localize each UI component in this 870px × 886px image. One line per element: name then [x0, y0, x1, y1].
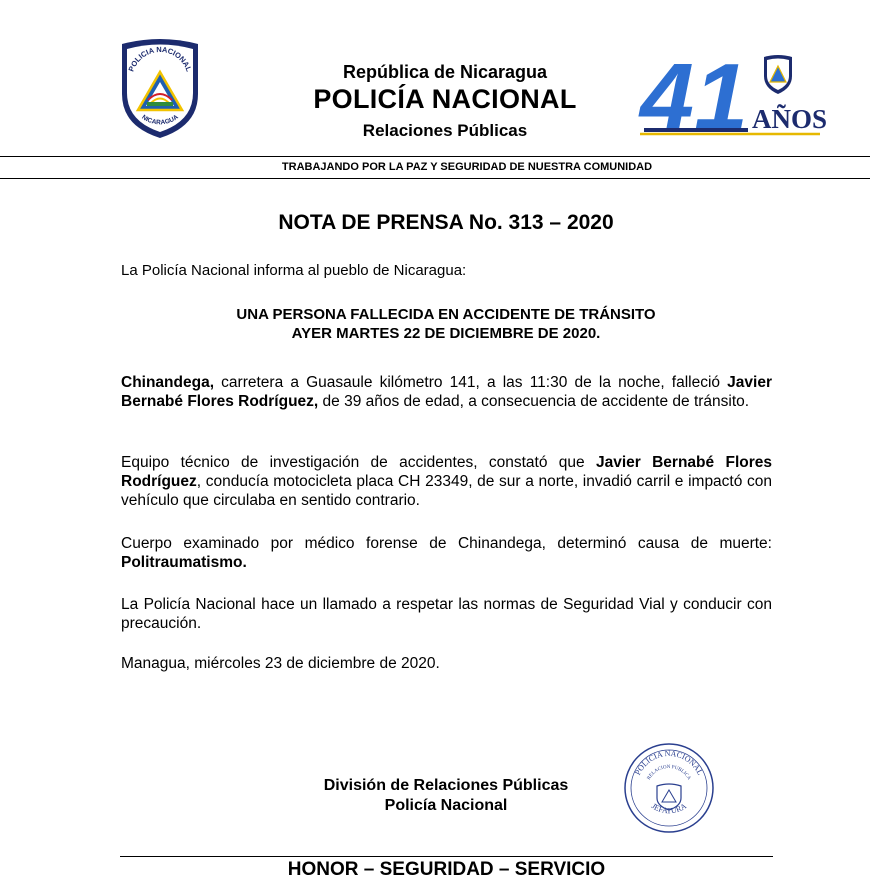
- policia-nacional-shield-icon: [118, 36, 202, 140]
- press-note-date: Managua, miércoles 23 de diciembre de 2020.: [121, 655, 440, 672]
- svg-text:POLICIA NACIONAL: POLICIA NACIONAL: [126, 44, 194, 73]
- 41-anos-logo-icon: [638, 50, 826, 140]
- paragraph-2: [121, 453, 772, 510]
- svg-text:NICARAGUA: NICARAGUA: [140, 113, 180, 127]
- headline-line-1: UNA PERSONA FALLECIDA EN ACCIDENTE DE TRÁNSITO: [236, 306, 656, 323]
- signature-institution: Policía Nacional: [384, 797, 508, 814]
- victim-name-bold: Javier Bernabé Flores Rodríguez,: [121, 374, 772, 410]
- paragraph-1: [121, 373, 772, 411]
- svg-text:41: 41: [638, 50, 748, 140]
- svg-text:AÑOS: AÑOS: [752, 104, 826, 134]
- cause-of-death-bold: Politraumatismo.: [121, 554, 247, 571]
- signature-division: División de Relaciones Públicas: [323, 777, 569, 794]
- victim-name-bold: Javier Bernabé Flores Rodríguez: [121, 454, 772, 490]
- headline-line-2: AYER MARTES 22 DE DICIEMBRE DE 2020.: [291, 325, 601, 342]
- svg-text:RELACION PUBLICA: RELACION PUBLICA: [646, 764, 692, 782]
- header-top-rule: [0, 156, 870, 157]
- svg-text:JEFATURA: JEFATURA: [649, 801, 689, 816]
- paragraph-2-text-b: , conducía motocicleta placa CH 23349, de sur a norte, invadió carril e impactó con vehículo que circulaba en sentido contrario.: [121, 473, 772, 509]
- paragraph-3-text: Cuerpo examinado por médico forense de Chinandega, determinó causa de muerte:: [121, 535, 772, 552]
- location-bold: Chinandega,: [121, 374, 215, 391]
- paragraph-1-text-a: carretera a Guasaule kilómetro 141, a las 11:30 de la noche, falleció: [214, 374, 728, 391]
- press-note-title: NOTA DE PRENSA No. 313 – 2020: [278, 211, 614, 234]
- paragraph-1-text-b: de 39 años de edad, a consecuencia de accidente de tránsito.: [318, 393, 750, 410]
- jefatura-seal-icon: [623, 742, 715, 834]
- press-note-intro: La Policía Nacional informa al pueblo de Nicaragua:: [121, 262, 467, 279]
- footer-rule: [120, 856, 773, 857]
- header-department: Relaciones Públicas: [362, 121, 528, 140]
- svg-text:POLICIA NACIONAL: POLICIA NACIONAL: [633, 748, 705, 777]
- header-institution: POLICÍA NACIONAL: [313, 84, 577, 114]
- header-country: República de Nicaragua: [342, 62, 548, 82]
- paragraph-3: [121, 534, 772, 572]
- header-motto: TRABAJANDO POR LA PAZ Y SEGURIDAD DE NUESTRA COMUNIDAD: [281, 161, 653, 173]
- press-note-headline: [120, 305, 772, 343]
- paragraph-4: La Policía Nacional hace un llamado a respetar las normas de Seguridad Vial y conducir con precaución.: [121, 596, 772, 632]
- paragraph-2-text-a: Equipo técnico de investigación de accidentes, constató que: [121, 454, 596, 471]
- header-bottom-rule: [0, 178, 870, 179]
- footer-motto: HONOR – SEGURIDAD – SERVICIO: [287, 859, 606, 880]
